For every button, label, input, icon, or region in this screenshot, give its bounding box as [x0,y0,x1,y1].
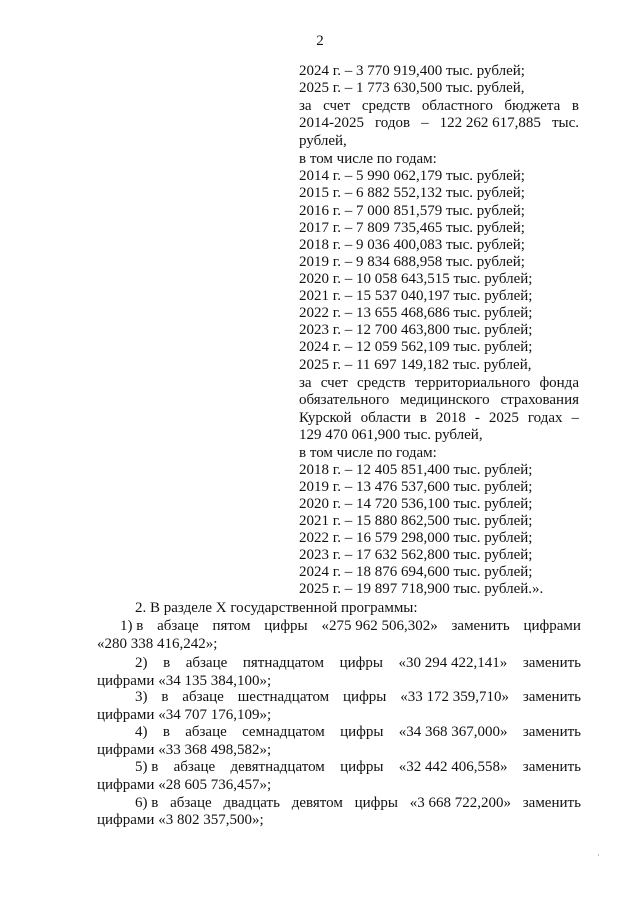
scan-speck [598,854,599,856]
fund-year-line: 2018 г. – 12 405 851,400 тыс. рублей; [299,462,533,478]
amendment-item: 3) в абзаце шестнадцатом цифры «33 172 359,710» заменить [135,689,581,705]
regional-year-line: 2020 г. – 10 058 643,515 тыс. рублей; [299,271,533,287]
regional-year-line: 2018 г. – 9 036 400,083 тыс. рублей; [299,237,525,253]
fund-year-line: 2019 г. – 13 476 537,600 тыс. рублей; [299,479,533,495]
amendment-item: 2) в абзаце пятнадцатом цифры «30 294 422,141» заменить [135,655,581,671]
amendment-item: 5) в абзаце девятнадцатом цифры «32 442 406,558» заменить [135,759,581,775]
regional-year-line: 2019 г. – 9 834 688,958 тыс. рублей; [299,254,525,270]
amendment-item: 6) в абзаце двадцать девятом цифры «3 668 722,200» заменить [135,795,581,811]
amendment-item-cont: цифрами «28 605 736,457»; [97,777,272,793]
regional-budget-total: 2014-2025 годов – 122 262 617,885 тыс. [299,115,579,131]
amendment-item-cont: цифрами «33 368 498,582»; [97,742,272,758]
regional-year-line: 2014 г. – 5 990 062,179 тыс. рублей; [299,168,525,184]
fund-intro-line: за счет средств территориального фонда [299,375,579,391]
fund-year-line: 2024 г. – 18 876 694,600 тыс. рублей; [299,564,533,580]
page-number: 2 [316,33,324,49]
budget-year-line: 2025 г. – 1 773 630,500 тыс. рублей, [299,80,525,96]
regional-year-line: 2017 г. – 7 809 735,465 тыс. рублей; [299,220,525,236]
regional-budget-unit: рублей, [299,133,347,149]
regional-year-line: 2023 г. – 12 700 463,800 тыс. рублей; [299,322,533,338]
regional-year-line: 2021 г. – 15 537 040,197 тыс. рублей; [299,288,533,304]
by-years-label: в том числе по годам: [299,151,437,167]
fund-total: 129 470 061,900 тыс. рублей, [299,427,483,443]
fund-year-line: 2022 г. – 16 579 298,000 тыс. рублей; [299,530,533,546]
regional-year-line: 2016 г. – 7 000 851,579 тыс. рублей; [299,203,525,219]
amendment-item: 1) в абзаце пятом цифры «275 962 506,302» заменить цифрами [120,618,581,634]
fund-intro-line: Курской области в 2018 - 2025 годах – [299,410,579,426]
by-years-label: в том числе по годам: [299,445,437,461]
budget-year-line: 2024 г. – 3 770 919,400 тыс. рублей; [299,63,525,79]
amendment-item-cont: «280 338 416,242»; [97,636,218,652]
amendment-item-cont: цифрами «3 802 357,500»; [97,812,264,828]
regional-budget-intro: за счет средств областного бюджета в [299,98,579,114]
fund-year-line: 2020 г. – 14 720 536,100 тыс. рублей; [299,496,533,512]
section-heading: 2. В разделе X государственной программы: [135,600,418,616]
fund-year-line: 2023 г. – 17 632 562,800 тыс. рублей; [299,547,533,563]
amendment-item-cont: цифрами «34 707 176,109»; [97,707,272,723]
regional-year-line: 2015 г. – 6 882 552,132 тыс. рублей; [299,185,525,201]
fund-year-line: 2021 г. – 15 880 862,500 тыс. рублей; [299,513,533,529]
regional-year-line: 2022 г. – 13 655 468,686 тыс. рублей; [299,305,533,321]
fund-intro-line: обязательного медицинского страхования [299,392,579,408]
fund-year-line: 2025 г. – 19 897 718,900 тыс. рублей.». [299,581,544,597]
amendment-item: 4) в абзаце семнадцатом цифры «34 368 367,000» заменить [135,724,581,740]
regional-year-line: 2025 г. – 11 697 149,182 тыс. рублей, [299,357,532,373]
amendment-item-cont: цифрами «34 135 384,100»; [97,673,272,689]
regional-year-line: 2024 г. – 12 059 562,109 тыс. рублей; [299,339,533,355]
